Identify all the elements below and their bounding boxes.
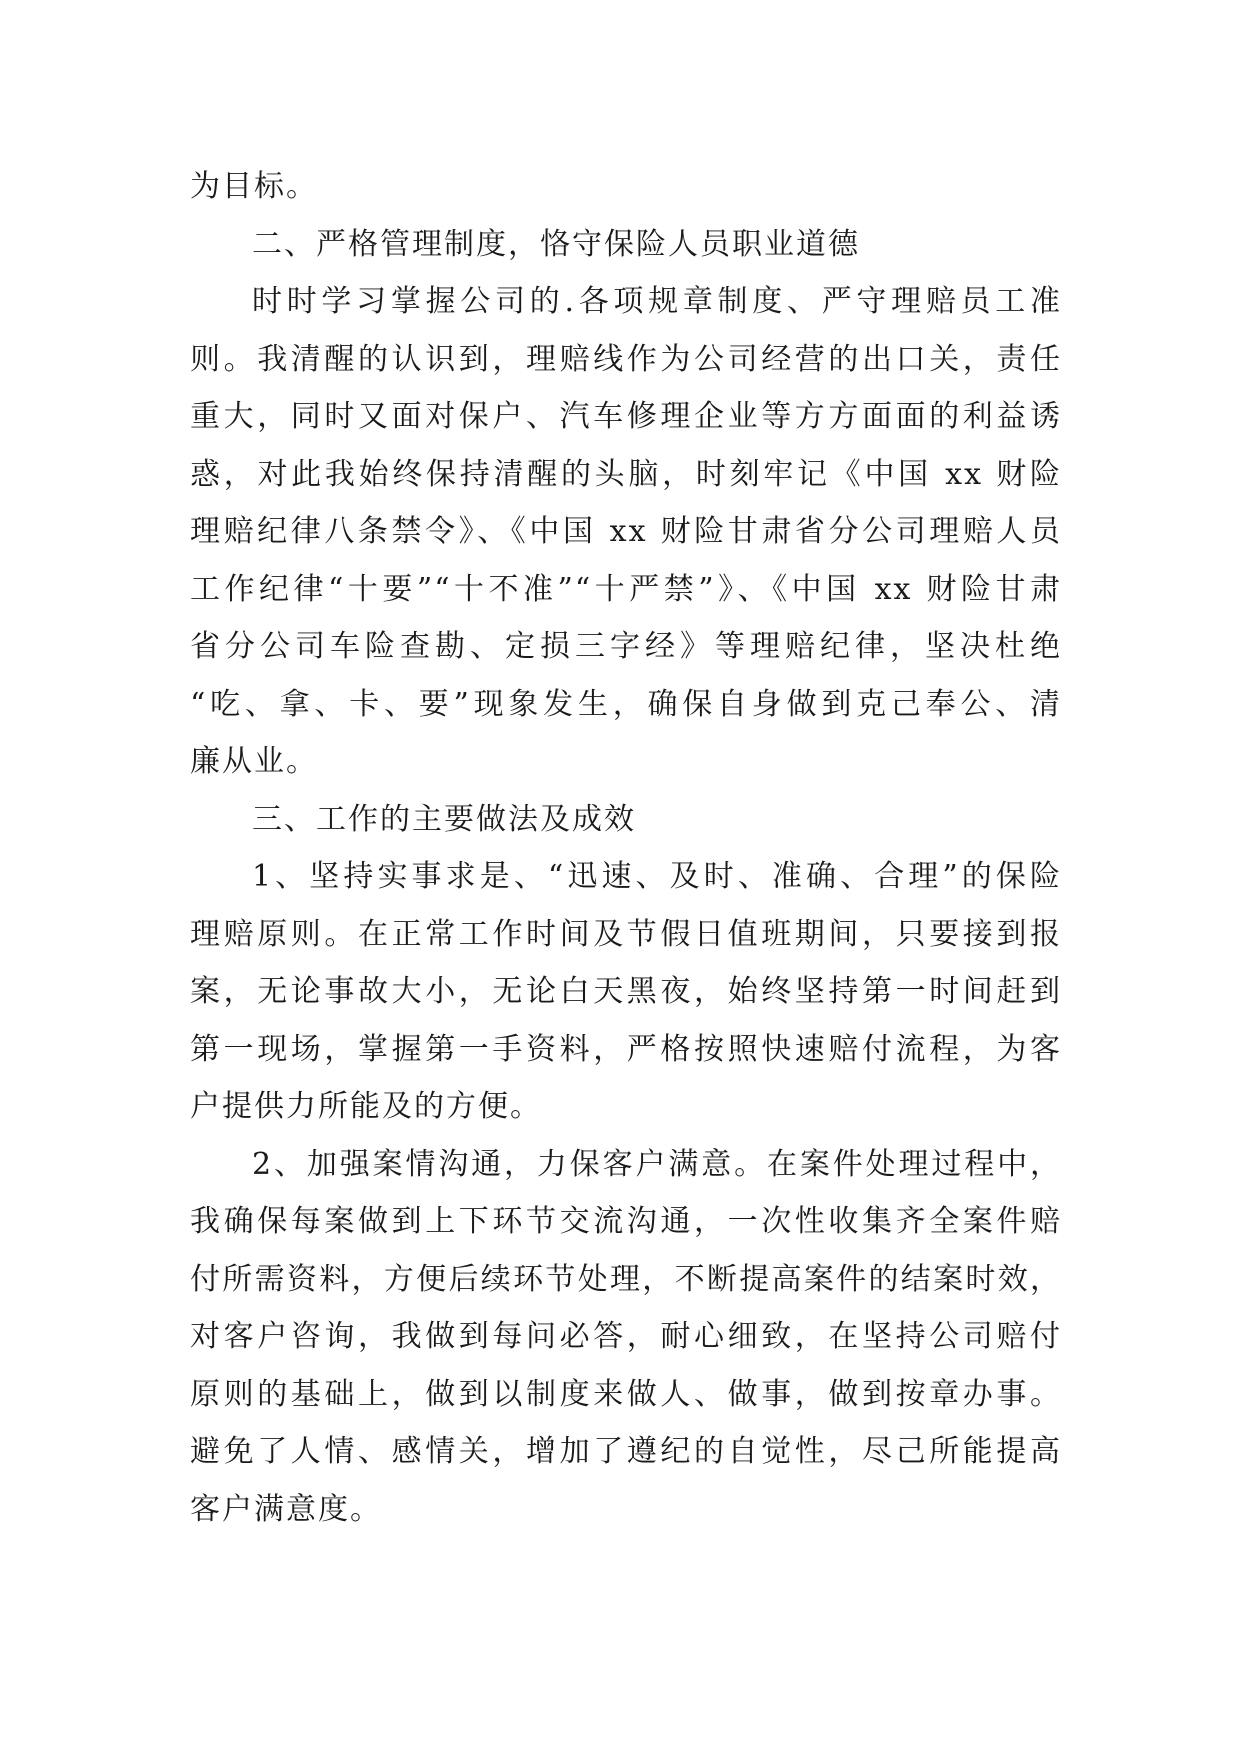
text-line: 廉从业。: [190, 744, 318, 779]
text-line: 对客户咨询，我做到每问必答，耐心细致，在坚持公司赔付: [190, 1319, 1062, 1354]
text-line: 我确保每案做到上下环节交流沟通，一次性收集齐全案件赔: [190, 1204, 1062, 1239]
text-line: 避免了人情、感情关，增加了遵纪的自觉性，尽己所能提高: [190, 1434, 1062, 1469]
text-line: 为目标。: [190, 169, 318, 204]
section-heading: 二、严格管理制度，恪守保险人员职业道德: [252, 226, 860, 262]
text-line: 付所需资料，方便后续环节处理，不断提高案件的结案时效，: [190, 1261, 1062, 1297]
text-line: “吃、拿、卡、要”现象发生，确保自身做到克己奉公、清: [190, 686, 1062, 722]
text-line: 重大，同时又面对保户、汽车修理企业等方方面面的利益诱: [190, 399, 1062, 434]
text-line: 户提供力所能及的方便。: [190, 1089, 542, 1124]
section-heading: 三、工作的主要做法及成效: [252, 801, 636, 837]
body-text: [190, 158, 1062, 1538]
text-line: 时时学习掌握公司的.各项规章制度、严守理赔员工准: [252, 284, 1062, 319]
text-line: 理赔原则。在正常工作时间及节假日值班期间，只要接到报: [190, 916, 1062, 952]
text-line: 理赔纪律八条禁令》、《中国 xx 财险甘肃省分公司理赔人员: [190, 514, 1062, 549]
text-line: 客户满意度。: [190, 1491, 382, 1527]
text-line: 工作纪律“十要”“十不准”“十严禁”》、《中国 xx 财险甘肃: [190, 571, 1062, 607]
text-line: 第一现场，掌握第一手资料，严格按照快速赔付流程，为客: [190, 1031, 1062, 1067]
text-line: 案，无论事故大小，无论白天黑夜，始终坚持第一时间赶到: [190, 974, 1062, 1009]
text-line: 省分公司车险查勘、定损三字经》等理赔纪律，坚决杜绝: [190, 629, 1062, 664]
text-line: 惑，对此我始终保持清醒的头脑，时刻牢记《中国 xx 财险: [190, 456, 1062, 492]
text-line: 2、加强案情沟通，力保客户满意。在案件处理过程中，: [252, 1146, 1062, 1182]
text-line: 则。我清醒的认识到，理赔线作为公司经营的出口关，责任: [190, 341, 1062, 377]
text-line: 1、坚持实事求是、“迅速、及时、准确、合理”的保险: [252, 859, 1062, 894]
text-line: 原则的基础上，做到以制度来做人、做事，做到按章办事。: [190, 1376, 1062, 1412]
